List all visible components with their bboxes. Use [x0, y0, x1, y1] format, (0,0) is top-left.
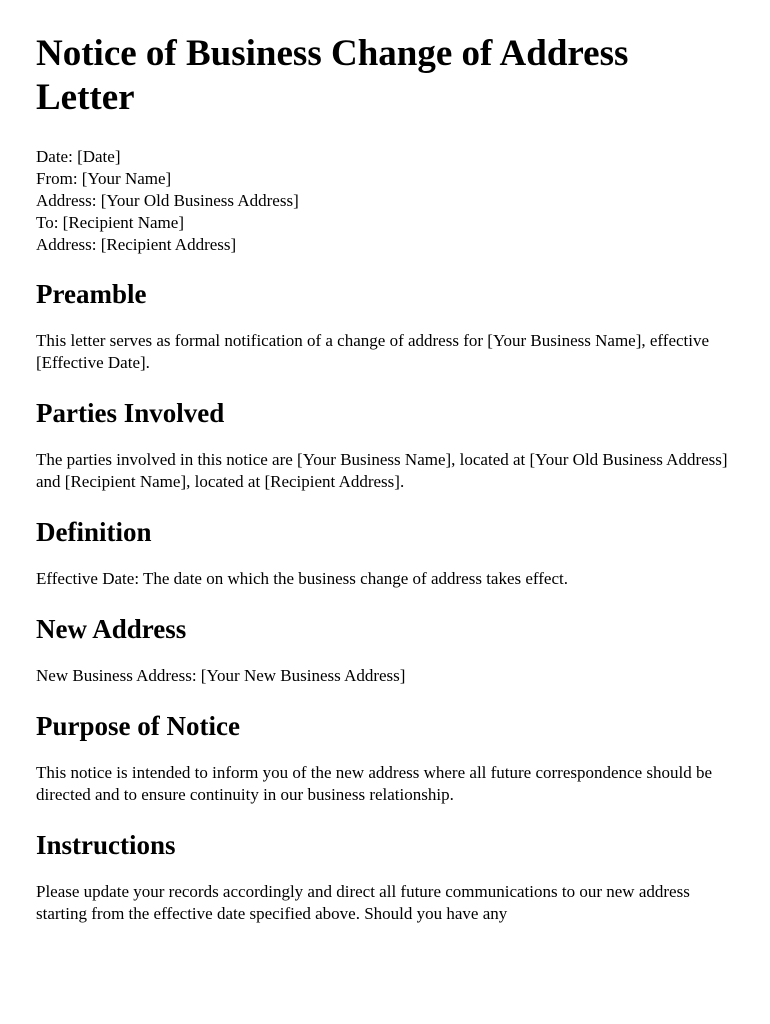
section-definition	[36, 516, 736, 590]
sender-address-line: Address: [Your Old Business Address]	[36, 191, 299, 210]
section-heading: New Address	[36, 614, 187, 644]
section-parties-involved	[36, 397, 736, 493]
section-heading: Instructions	[36, 830, 176, 860]
section-new-address	[36, 613, 736, 687]
recipient-address-line: Address: [Recipient Address]	[36, 235, 237, 254]
from-line: From: [Your Name]	[36, 169, 172, 188]
to-line: To: [Recipient Name]	[36, 213, 184, 232]
section-body: Please update your records accordingly and direct all future communications to our new address starting from the effective date specified above. Should you have any	[36, 882, 690, 923]
section-purpose-of-notice	[36, 710, 736, 806]
document-title: Notice of Business Change of Address Letter	[36, 33, 629, 118]
section-body: New Business Address: [Your New Business Address]	[36, 666, 406, 685]
section-preamble	[36, 278, 736, 374]
section-heading: Definition	[36, 517, 152, 547]
section-body: This letter serves as formal notification of a change of address for [Your Business Name], effective [Effective Date].	[36, 331, 710, 372]
section-heading: Parties Involved	[36, 398, 225, 428]
section-heading: Purpose of Notice	[36, 711, 240, 741]
section-body: Effective Date: The date on which the business change of address takes effect.	[36, 569, 568, 588]
section-heading: Preamble	[36, 279, 147, 309]
section-body: The parties involved in this notice are [Your Business Name], located at [Your Old Business Address] and [Recipient Name], located at [Recipient Address].	[36, 450, 728, 491]
letter-header-block	[36, 146, 736, 256]
section-instructions	[36, 829, 736, 925]
section-body: This notice is intended to inform you of the new address where all future correspondence should be directed and to ensure continuity in our business relationship.	[36, 763, 713, 804]
document-page	[36, 32, 736, 948]
date-line: Date: [Date]	[36, 147, 121, 166]
